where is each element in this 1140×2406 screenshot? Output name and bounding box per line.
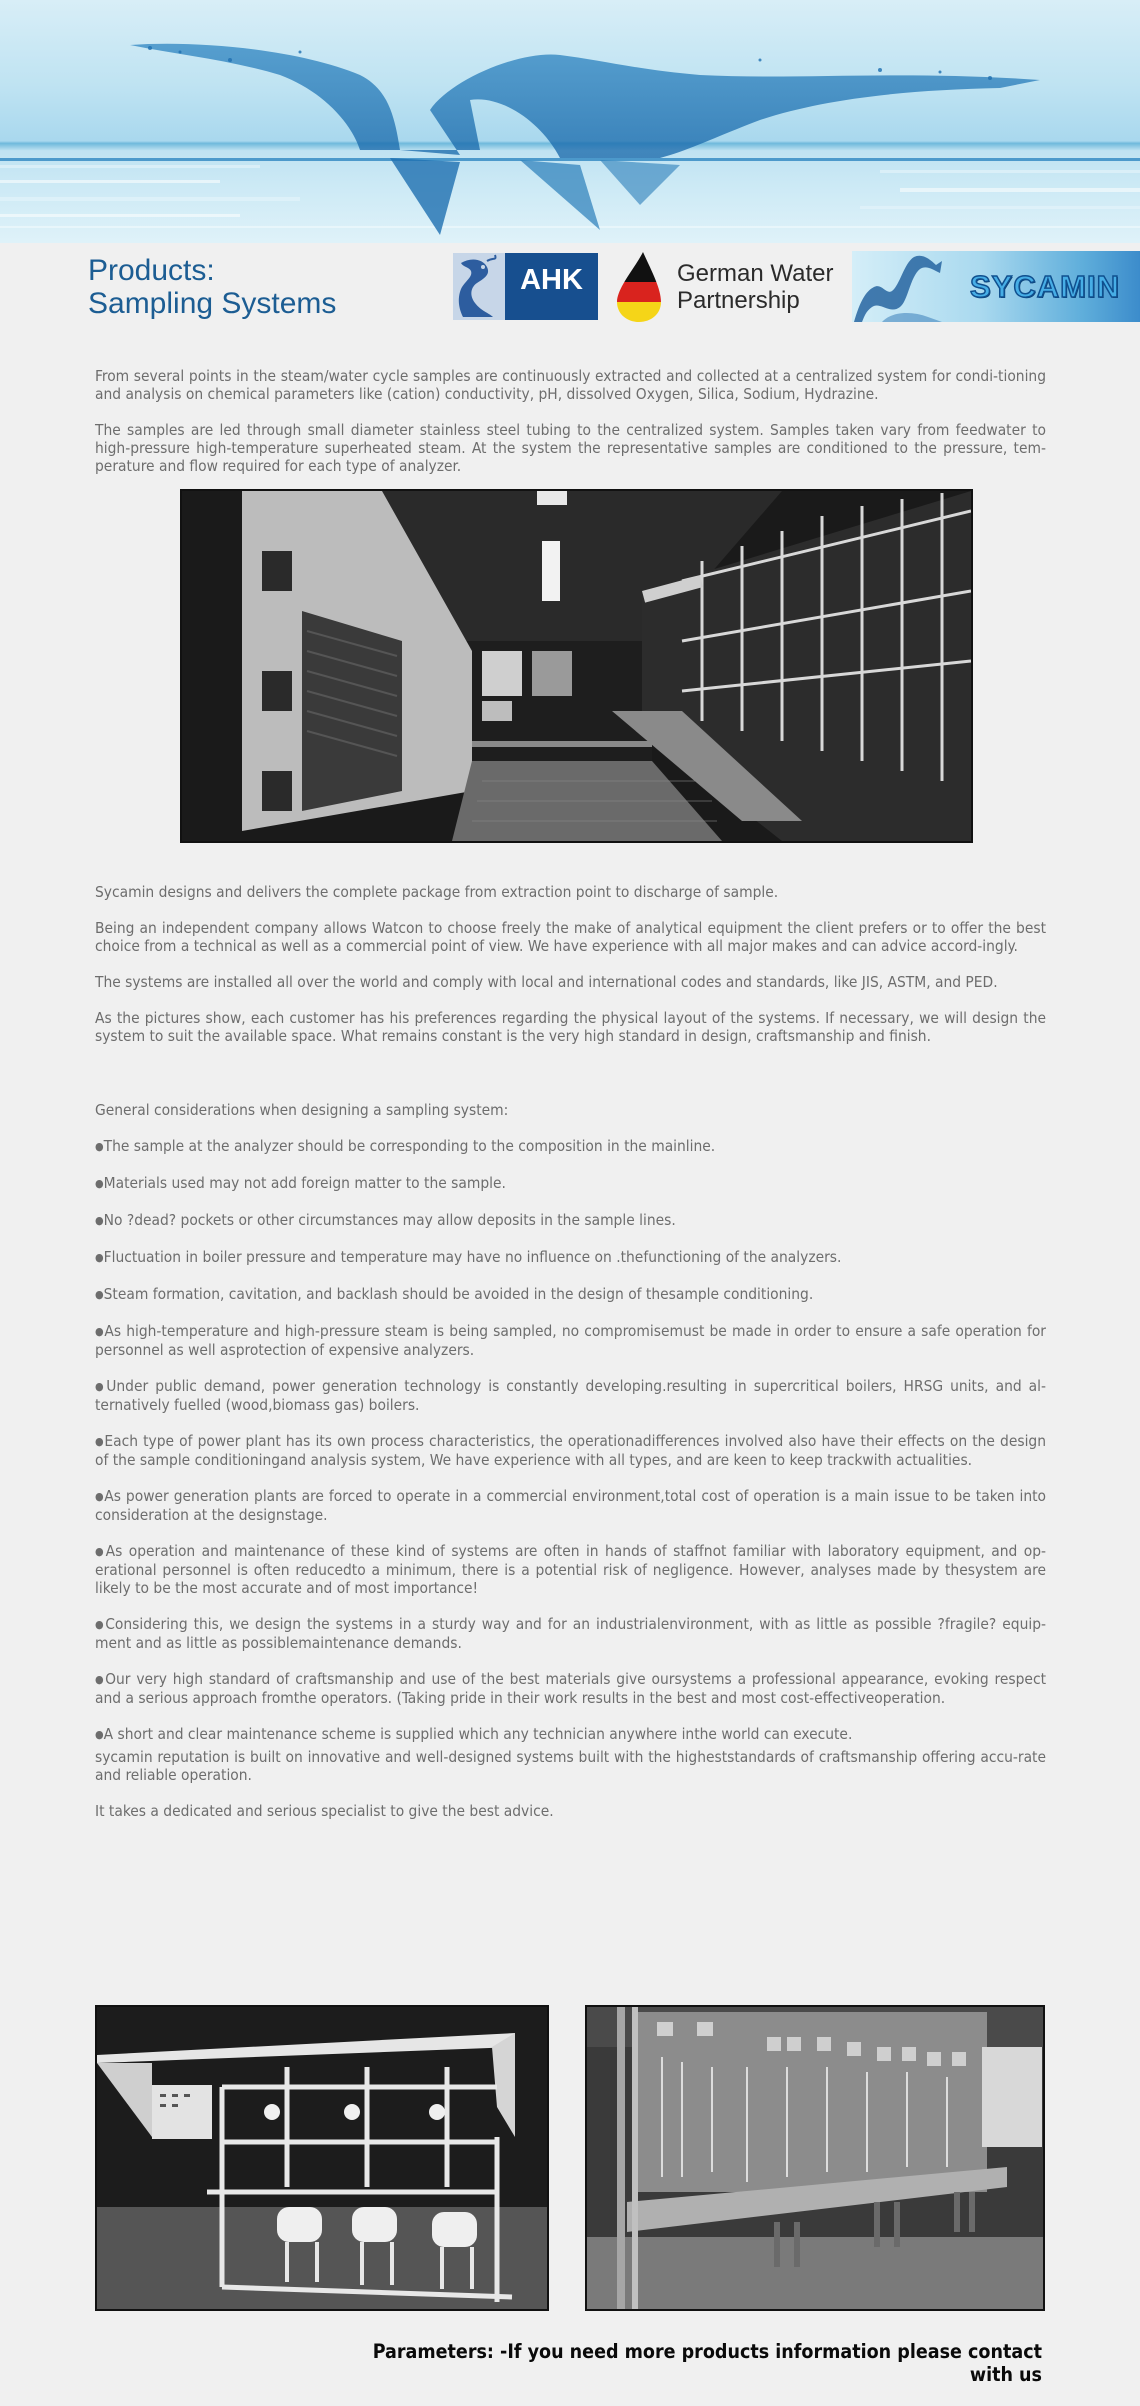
consideration-item <box>95 1670 1046 1707</box>
description-paragraph-4: As the pictures show, each customer has his preferences regarding the physical layout of the systems. If necessary, we will design the system to suit the available space. What remains constant is the very high standard in design, craftsmanship and finish. <box>95 1009 1046 1045</box>
sycamin-logo[interactable] <box>852 251 1140 322</box>
bottom-photo-right <box>585 2005 1045 2311</box>
bullet-icon: ● <box>95 1288 104 1301</box>
bullet-icon: ● <box>95 1380 107 1393</box>
closing-section <box>95 1748 1046 1820</box>
consideration-text: Materials used may not add foreign matter to the sample. <box>103 1174 506 1192</box>
description-paragraph-1: Sycamin designs and delivers the complete package from extraction point to discharge of sample. <box>95 883 779 901</box>
consideration-text: Considering this, we design the systems in a sturdy way and for an industrialenvironment, with as little as possible ?fragile? equip-ment and as little as possiblemaintenance demands. <box>95 1615 1046 1652</box>
bullet-icon: ● <box>95 1214 104 1227</box>
consideration-text: As power generation plants are forced to operate in a commercial environment,total cost of operation is a main issue to be taken into consideration at the designstage. <box>95 1487 1047 1524</box>
consideration-item <box>95 1432 1046 1469</box>
considerations-list <box>95 1137 1046 1744</box>
consideration-item <box>95 1211 1046 1230</box>
wave-hand-icon <box>852 251 972 322</box>
consideration-item <box>95 1248 1046 1267</box>
gwp-line-1: German Water <box>677 260 834 287</box>
bullet-icon: ● <box>95 1325 105 1338</box>
header-banner <box>0 0 1140 243</box>
bullet-icon: ● <box>95 1490 105 1503</box>
bullet-icon: ● <box>95 1728 104 1741</box>
description-paragraph-3: The systems are installed all over the world and comply with local and international codes and standards, like JIS, ASTM, and PED. <box>95 973 998 991</box>
consideration-text: As operation and maintenance of these kind of systems are often in hands of staffnot familiar with laboratory equipment, and op-erational personnel is often reducedto a minimum, there is a potential risk of negligence. However, analyses made by thesystem are likely to be the most accurate and of most importance! <box>95 1542 1046 1597</box>
bullet-icon: ● <box>95 1545 106 1558</box>
consideration-text: Our very high standard of craftsmanship and use of the best materials give oursystems a professional appearance, evoking respect and a serious approach fromthe operators. (Taking pride in their work results in the best and most cost-effectiveoperation. <box>95 1670 1046 1707</box>
main-photo <box>180 489 973 843</box>
consideration-text: No ?dead? pockets or other circumstances may allow deposits in the sample lines. <box>103 1211 676 1229</box>
page-title <box>88 254 336 320</box>
consideration-text: A short and clear maintenance scheme is supplied which any technician anywhere inthe world can execute. <box>103 1725 853 1743</box>
bottom-photo-left <box>95 2005 549 2311</box>
closing-paragraph-2: It takes a dedicated and serious specialist to give the best advice. <box>95 1802 554 1820</box>
consideration-text: Each type of power plant has its own process characteristics, the operationadifferences involved also have their effects on the design of the sample conditioningand analysis system, We have experience with all types, and are keen to keep trackwith actualities. <box>95 1432 1046 1469</box>
consideration-item <box>95 1615 1046 1652</box>
consideration-text: As high-temperature and high-pressure steam is being sampled, no compromisemust be made in order to ensure a safe operation for personnel as well asprotection of expensive analyzers. <box>95 1322 1046 1359</box>
closing-paragraph-1: sycamin reputation is built on innovative and well-designed systems built with the higheststandards of craftsmanship offering accu-rate and reliable operation. <box>95 1748 1046 1784</box>
consideration-text: Fluctuation in boiler pressure and temperature may have no influence on .thefunctioning of the analyzers. <box>103 1248 842 1266</box>
consideration-item <box>95 1322 1046 1359</box>
contact-footer: Parameters: -If you need more products information please contact with us <box>372 2340 1042 2386</box>
consideration-text: Under public demand, power generation technology is constantly developing.resulting in supercritical boilers, HRSG units, and al-ternatively fuelled (wood,biomass gas) boilers. <box>95 1377 1046 1414</box>
intro-section <box>95 367 1046 475</box>
consideration-item <box>95 1487 1046 1524</box>
consideration-item <box>95 1137 1046 1156</box>
description-paragraph-2: Being an independent company allows Watcon to choose freely the make of analytical equipment the client prefers or to offer the best choice from a technical as well as a commercial point of view. We have experience with all major makes and can advice accord-ingly. <box>95 919 1046 955</box>
bullet-icon: ● <box>95 1618 106 1631</box>
consideration-item <box>95 1542 1046 1597</box>
considerations-heading: General considerations when designing a sampling system: <box>95 1101 509 1119</box>
consideration-item <box>95 1285 1046 1304</box>
bullet-icon: ● <box>95 1435 105 1448</box>
intro-paragraph-2: The samples are led through small diameter stainless steel tubing to the centralized system. Samples taken vary from feedwater to high-pressure high-temperature superheated steam. At the system the representative samples are conditioned to the pressure, tem-perature and flow required for each type of analyzer. <box>95 421 1046 475</box>
sycamin-logo-text: SYCAMIN <box>970 269 1120 304</box>
flag-drop-icon <box>613 250 665 324</box>
german-water-partnership-logo[interactable] <box>613 250 843 324</box>
title-line-2: Sampling Systems <box>88 287 337 320</box>
bullet-icon: ● <box>95 1251 104 1264</box>
title-line-1: Products: <box>88 254 215 287</box>
sampling-room-image <box>182 491 971 841</box>
panel-system-image <box>587 2007 1043 2309</box>
bullet-icon: ● <box>95 1177 104 1190</box>
skid-system-image <box>97 2007 547 2309</box>
bullet-icon: ● <box>95 1140 104 1153</box>
consideration-item <box>95 1725 1046 1744</box>
bullet-icon: ● <box>95 1673 106 1686</box>
german-water-partnership-text <box>677 260 833 314</box>
consideration-item <box>95 1174 1046 1193</box>
consideration-text: Steam formation, cavitation, and backlash should be avoided in the design of thesample conditioning. <box>103 1285 814 1303</box>
ahk-logo[interactable] <box>453 253 598 320</box>
consideration-text: The sample at the analyzer should be corresponding to the composition in the mainline. <box>103 1137 716 1155</box>
consideration-item <box>95 1377 1046 1414</box>
water-splash-image <box>0 0 1140 243</box>
description-section <box>95 883 1046 1045</box>
gwp-line-2: Partnership <box>677 287 800 314</box>
dragon-icon <box>453 253 505 320</box>
intro-paragraph-1: From several points in the steam/water cycle samples are continuously extracted and collected at a centralized system for condi-tioning and analysis on chemical parameters like (cation) conductivity, pH, dissolved Oxygen, Silica, Sodium, Hydrazine. <box>95 367 1046 403</box>
ahk-logo-text: AHK <box>505 253 598 320</box>
considerations-section <box>95 1101 1046 1762</box>
